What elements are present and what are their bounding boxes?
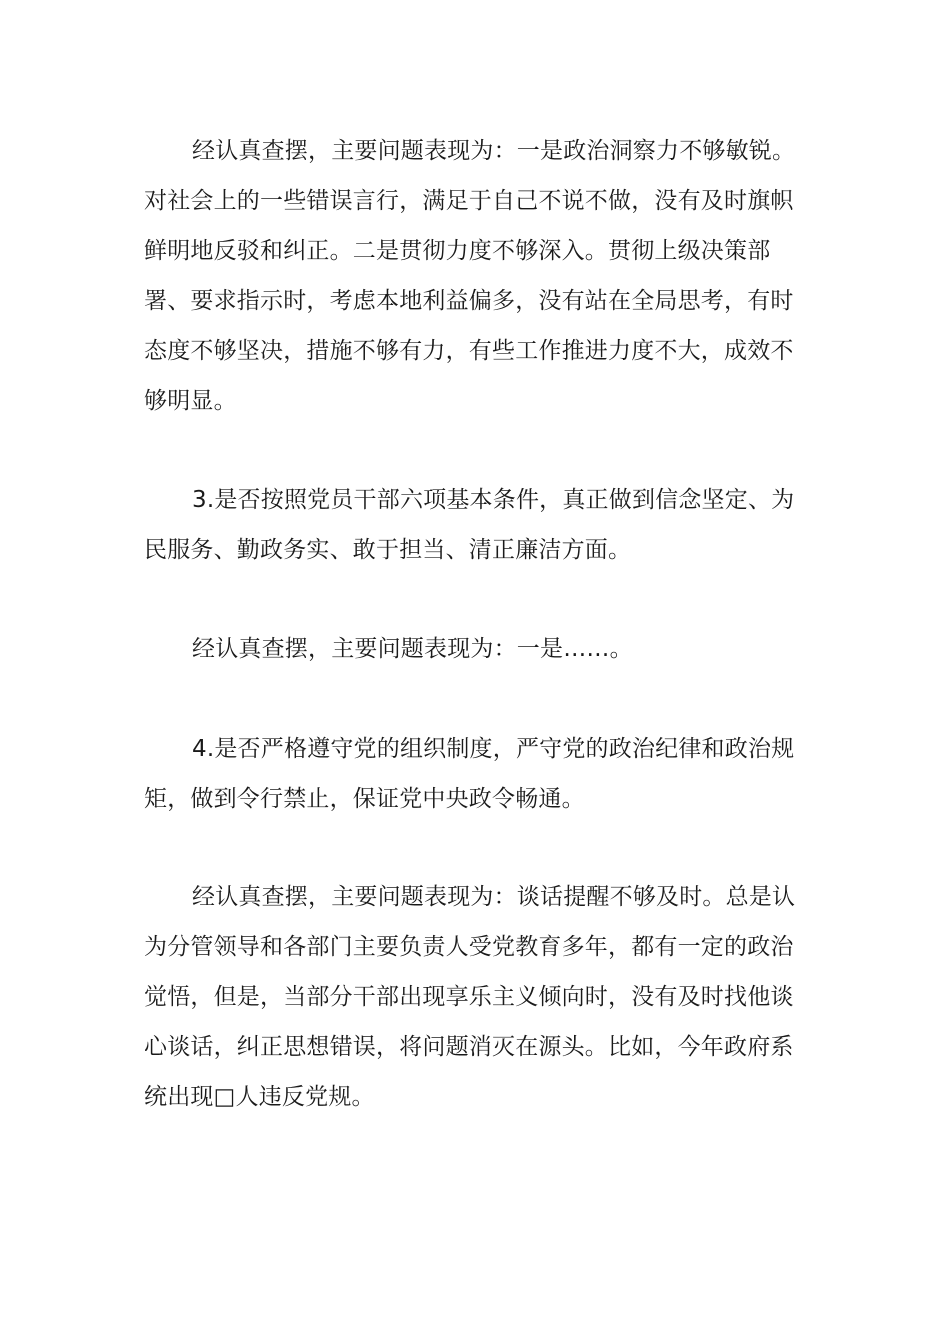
paragraph-findings-political-insight: 经认真查摆，主要问题表现为：一是政治洞察力不够敏锐。对社会上的一些错误言行，满足于自己不说不做，没有及时旗帜鲜明地反驳和纠正。二是贯彻力度不够深入。贯彻上级决策部署、要求指示时，考虑本地利益偏多，没有站在全局思考，有时态度不够坚决，措施不够有力，有些工作推进力度不大，成效不够明显。 <box>144 138 796 414</box>
paragraph-findings-item-4: 经认真查摆，主要问题表现为：谈话提醒不够及时。总是认为分管领导和各部门主要负责人受党教育多年，都有一定的政治觉悟，但是，当部分干部出现享乐主义倾向时，没有及时找他谈心谈话，纠正思想错误，将问题消灭在源头。比如，今年政府系统出现□人违反党规。 <box>144 884 796 1110</box>
paragraph-item-3-heading: 3.是否按照党员干部六项基本条件，真正做到信念坚定、为民服务、勤政务实、敢于担当、清正廉洁方面。 <box>144 487 795 563</box>
paragraph-findings-item-3: 经认真查摆，主要问题表现为：一是……。 <box>192 636 633 662</box>
paragraph-item-4-heading: 4.是否严格遵守党的组织制度，严守党的政治纪律和政治规矩，做到令行禁止，保证党中央政令畅通。 <box>144 736 795 812</box>
